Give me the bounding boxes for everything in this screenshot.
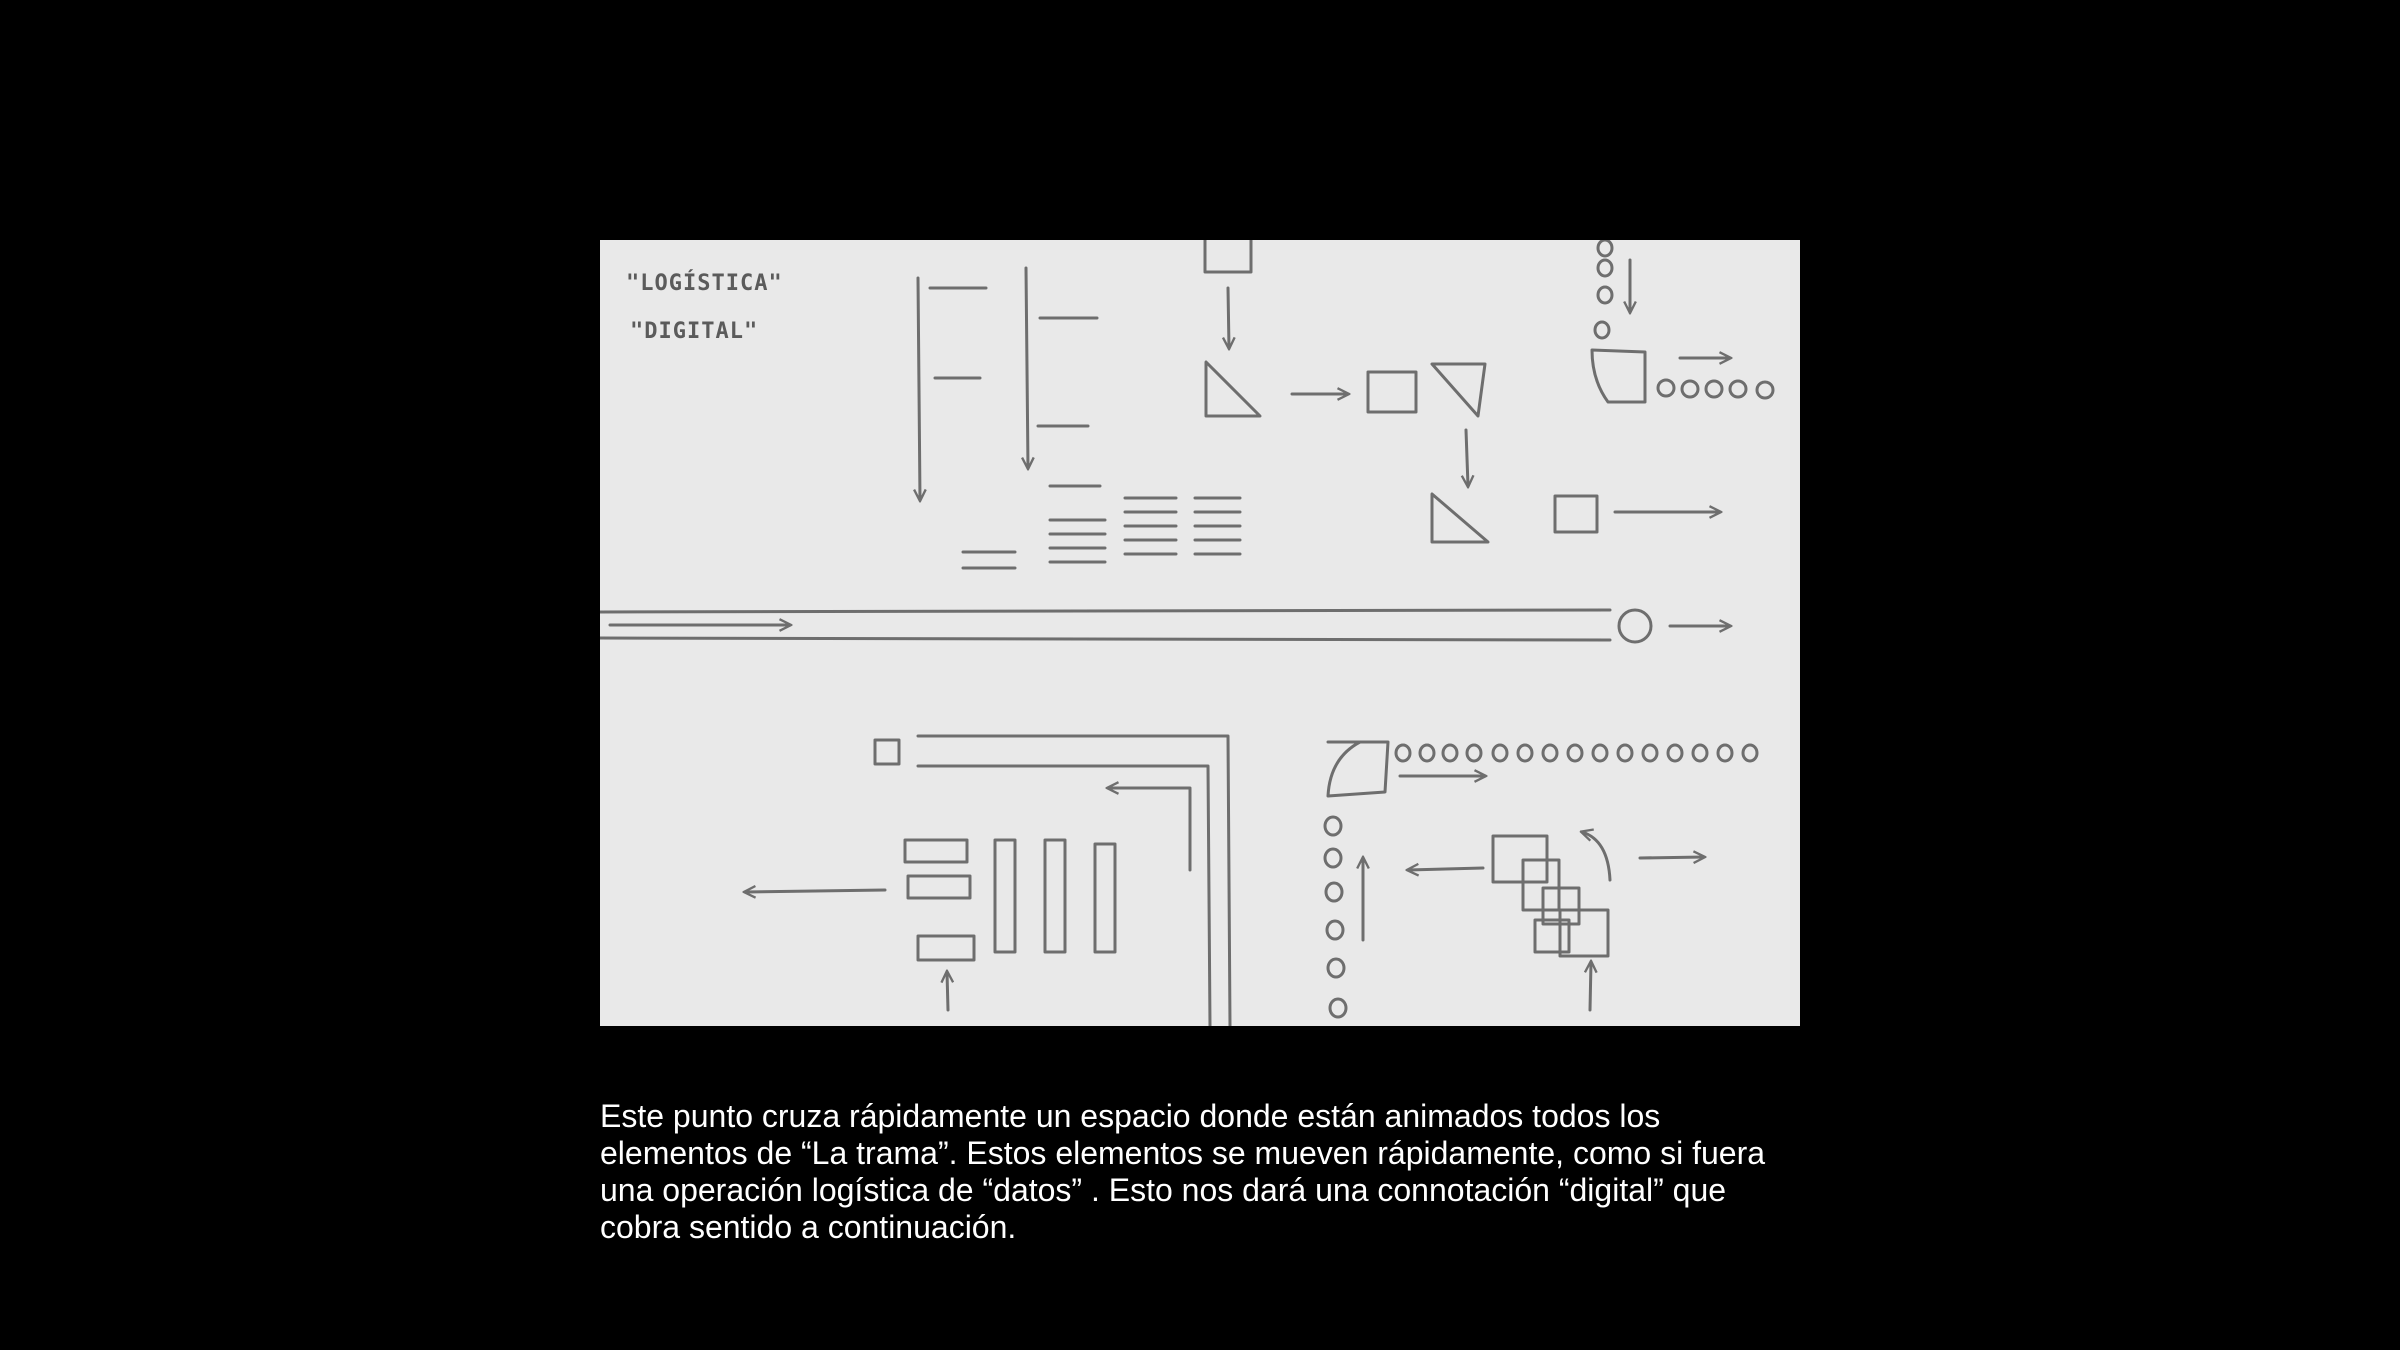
main-pipe-sketch <box>600 610 1730 642</box>
sketch-photo <box>600 240 1800 1026</box>
corner-pipe-sketch <box>875 736 1230 1026</box>
circle-sequence-bottom-sketch <box>1325 742 1757 1017</box>
caption-text: Este punto cruza rápidamente un espacio donde están animados todos los elementos de “La trama”. Estos elementos se mueven rápidamente, como si fuera una operación logística de “datos” . Esto nos dará una connotación “digital” que cobra sentido a continuación. <box>600 1098 1766 1245</box>
pencil-sketch-drawing <box>600 240 1800 1026</box>
sketch-note-logistica: "LOGÍSTICA" <box>626 271 783 296</box>
shape-transformation-sketch <box>1205 240 1720 542</box>
circle-sequence-top-sketch <box>1592 240 1773 402</box>
stacked-squares-sketch <box>1408 832 1704 1010</box>
rectangles-sketch <box>745 840 1115 1010</box>
falling-lines-sketch <box>918 268 1100 500</box>
stacked-lines-sketch <box>963 498 1240 568</box>
sketch-note-digital: "DIGITAL" <box>630 319 759 344</box>
